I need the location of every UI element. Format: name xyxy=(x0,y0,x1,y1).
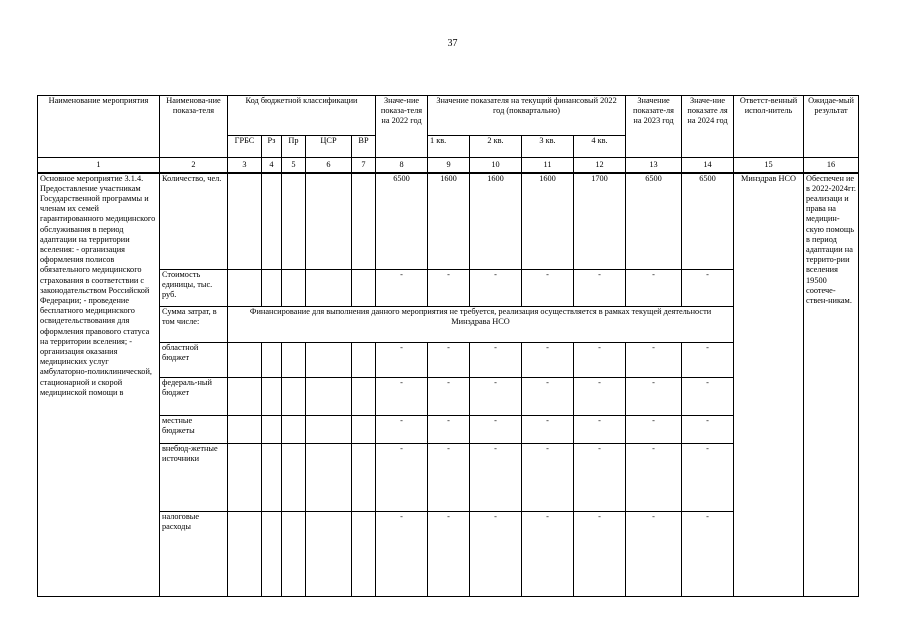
event-description: Основное мероприятие 3.1.4. Предоставление участникам Государственной программы и членам их семей гарантированного медицинского обслуживания в период адаптации на территории вселения: - организация оформления полисов обязательного медицинского страхования в соответствии с законодательством Российской Федерации; - проведение бесплатного медицинского освидетельствования для оформления правового статуса на территории вселения; - организация оказания медицинских услуг амбулаторно-поликлинической, стационарной и скорой медицинской помощи в xyxy=(38,173,160,597)
expected-result: Обеспечен ие в 2022-2024гг. реализаци и права на медицин-скую помощь в период адаптации на террито-рии вселения 19500 соотече-ствен-никам. xyxy=(804,173,859,597)
value-2024: - xyxy=(682,444,734,512)
value-2024: - xyxy=(682,270,734,307)
value-q1: - xyxy=(428,343,470,378)
value-q4: 1700 xyxy=(574,173,626,270)
value-q3: - xyxy=(522,270,574,307)
value-2022: - xyxy=(376,378,428,416)
value-q4: - xyxy=(574,444,626,512)
value-q1: - xyxy=(428,512,470,597)
value-q4: - xyxy=(574,512,626,597)
value-2023: - xyxy=(626,270,682,307)
value-q3: - xyxy=(522,416,574,444)
column-number: 16 xyxy=(804,158,859,173)
value-q2: - xyxy=(470,378,522,416)
program-table xyxy=(37,95,859,597)
header-rz: Рз xyxy=(262,136,282,158)
header-q2: 2 кв. xyxy=(470,136,522,158)
header-value-2024: Значе-ние показате ля на 2024 год xyxy=(682,96,734,158)
value-2022: - xyxy=(376,270,428,307)
header-q1: 1 кв. xyxy=(428,136,470,158)
header-q3: 3 кв. xyxy=(522,136,574,158)
value-q3: - xyxy=(522,512,574,597)
header-vr: ВР xyxy=(352,136,376,158)
indicator-name: Сумма затрат, в том числе: xyxy=(160,307,228,343)
value-q1: - xyxy=(428,444,470,512)
header-executor: Ответст-венный испол-нитель xyxy=(734,96,804,158)
column-number: 12 xyxy=(574,158,626,173)
column-number: 2 xyxy=(160,158,228,173)
indicator-name: федераль-ный бюджет xyxy=(160,378,228,416)
column-number: 8 xyxy=(376,158,428,173)
financing-note: Финансирование для выполнения данного мероприятия не требуется, реализация осуществляется в рамках текущей деятельности Минздрава НСО xyxy=(228,307,734,343)
value-q2: - xyxy=(470,512,522,597)
value-2024: - xyxy=(682,416,734,444)
indicator-name: внебюд-жетные источники xyxy=(160,444,228,512)
value-2023: - xyxy=(626,343,682,378)
header-quarterly: Значение показателя на текущий финансовый 2022 год (поквартально) xyxy=(428,96,626,136)
value-2024: - xyxy=(682,512,734,597)
indicator-name: Стоимость единицы, тыс. руб. xyxy=(160,270,228,307)
value-q2: - xyxy=(470,416,522,444)
value-2022: 6500 xyxy=(376,173,428,270)
column-number: 10 xyxy=(470,158,522,173)
column-number: 9 xyxy=(428,158,470,173)
column-number: 1 xyxy=(38,158,160,173)
value-q3: - xyxy=(522,343,574,378)
value-2023: - xyxy=(626,444,682,512)
value-q1: - xyxy=(428,270,470,307)
column-number: 11 xyxy=(522,158,574,173)
value-2024: 6500 xyxy=(682,173,734,270)
indicator-name: Количество, чел. xyxy=(160,173,228,270)
header-result: Ожидае-мый результат xyxy=(804,96,859,158)
value-q2: - xyxy=(470,343,522,378)
header-event-name: Наименование мероприятия xyxy=(38,96,160,158)
value-2023: - xyxy=(626,378,682,416)
header-q4: 4 кв. xyxy=(574,136,626,158)
header-grbs: ГРБС xyxy=(228,136,262,158)
value-2024: - xyxy=(682,378,734,416)
column-number: 15 xyxy=(734,158,804,173)
column-number: 4 xyxy=(262,158,282,173)
column-number: 13 xyxy=(626,158,682,173)
column-number: 14 xyxy=(682,158,734,173)
column-number: 5 xyxy=(282,158,306,173)
value-q3: - xyxy=(522,444,574,512)
indicator-name: местные бюджеты xyxy=(160,416,228,444)
value-q2: 1600 xyxy=(470,173,522,270)
value-2023: 6500 xyxy=(626,173,682,270)
value-q1: 1600 xyxy=(428,173,470,270)
column-number: 6 xyxy=(306,158,352,173)
value-q2: - xyxy=(470,270,522,307)
value-2022: - xyxy=(376,444,428,512)
indicator-name: областной бюджет xyxy=(160,343,228,378)
value-q3: 1600 xyxy=(522,173,574,270)
value-q4: - xyxy=(574,343,626,378)
indicator-name: налоговые расходы xyxy=(160,512,228,597)
value-q1: - xyxy=(428,416,470,444)
value-2023: - xyxy=(626,416,682,444)
value-2023: - xyxy=(626,512,682,597)
column-number: 7 xyxy=(352,158,376,173)
header-value-2022: Значе-ние показа-теля на 2022 год xyxy=(376,96,428,158)
column-number: 3 xyxy=(228,158,262,173)
value-q4: - xyxy=(574,270,626,307)
header-indicator-name: Наименова-ние показа-теля xyxy=(160,96,228,158)
header-pr: Пр xyxy=(282,136,306,158)
value-2022: - xyxy=(376,416,428,444)
header-csr: ЦСР xyxy=(306,136,352,158)
page-number: 37 xyxy=(447,38,458,49)
value-q4: - xyxy=(574,378,626,416)
header-budget-code: Код бюджетной классификации xyxy=(228,96,376,136)
value-q4: - xyxy=(574,416,626,444)
value-q1: - xyxy=(428,378,470,416)
value-q3: - xyxy=(522,378,574,416)
value-2022: - xyxy=(376,343,428,378)
value-2024: - xyxy=(682,343,734,378)
executor: Минздрав НСО xyxy=(734,173,804,597)
header-value-2023: Значение показате-ля на 2023 год xyxy=(626,96,682,158)
value-q2: - xyxy=(470,444,522,512)
value-2022: - xyxy=(376,512,428,597)
